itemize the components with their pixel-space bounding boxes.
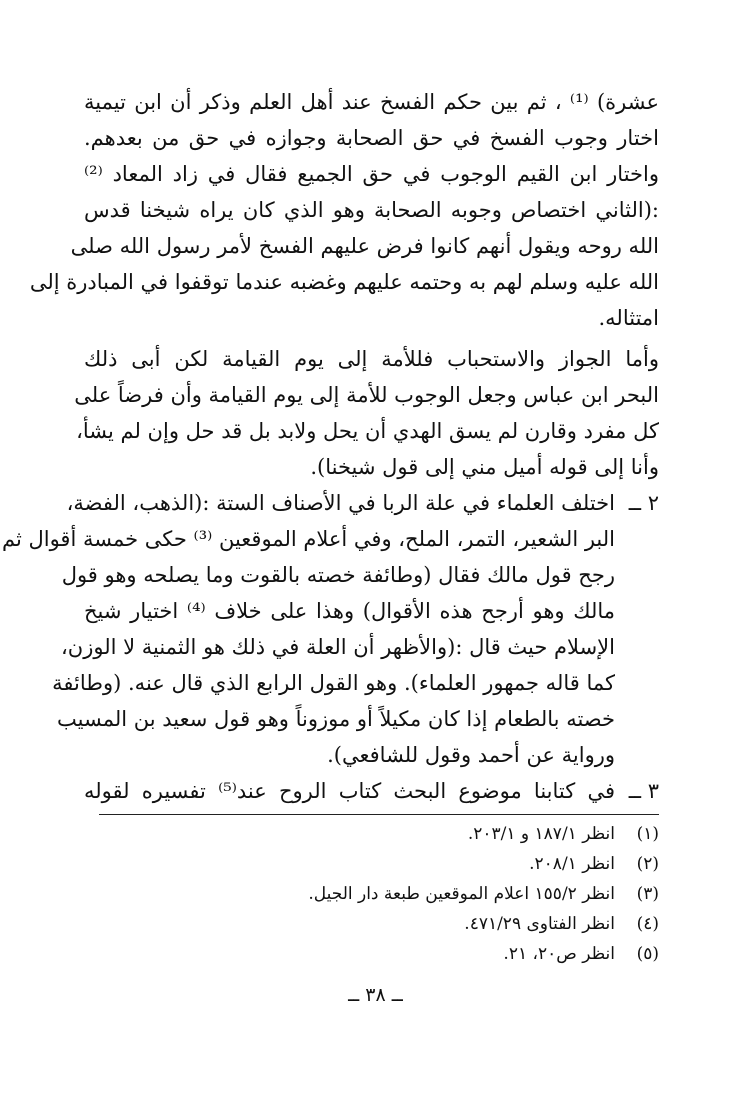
body-line: خصته بالطعام إذا كان مكيلاً أو موزوناً وهو قول سعيد بن المسيب [57,707,615,731]
body-line: وأنا إلى قوله أميل مني إلى قول شيخنا). [310,455,659,479]
body-line: وأما الجواز والاستحباب فللأمة إلى يوم القيامة لكن أبى ذلك [84,347,659,371]
footnote [503,940,659,968]
body-line: ورواية عن أحمد وقول للشافعي). [327,743,615,767]
body-line: رجح قول مالك فقال (وطائفة خصته بالقوت وما يصلحه وهو قول [61,563,615,587]
body-line: اختلف العلماء في علة الربا في الأصناف الستة :(الذهب، الفضة، [66,491,615,515]
footnote-number: (١) [636,824,659,844]
footnote-text: انظر الفتاوى ٤٧١/٢٩. [464,914,615,934]
footnote [529,850,659,878]
item-number: ٣ ــ [628,779,659,803]
footnote-text: انظر ص٢٠، ٢١. [503,944,615,964]
footnote-number: (٥) [636,944,659,964]
body-line: كما قاله جمهور العلماء). وهو القول الرابع الذي قال عنه. (وطائفة [52,671,615,695]
footnote [308,880,659,908]
body-line: الله عليه وسلم لهم به وحتمه عليهم وغضبه عندما توقفوا في المبادرة إلى [29,270,659,294]
item-number: ٢ ــ [628,491,659,515]
footnote-number: (٢) [636,854,659,874]
footnote-divider [99,814,659,815]
body-line: امتثاله. [598,306,659,330]
body-line: اختار وجوب الفسخ في حق الصحابة وجوازه في حق من بعدهم. [84,126,659,150]
footnote-text: انظر ١٨٧/١ و ٢٠٣/١. [467,824,615,844]
body-line: واختار ابن القيم الوجوب في حق الجميع فقال في زاد المعاد ⁽²⁾ [84,162,659,186]
body-line: عشرة) ⁽¹⁾ ، ثم بين حكم الفسخ عند أهل العلم وذكر أن ابن تيمية [84,90,659,114]
body-line: الإسلام حيث قال :(والأظهر أن العلة في ذلك هو الثمنية لا الوزن، [61,635,615,659]
body-line: كل مفرد وقارن لم يسق الهدي أن يحل ولابد بل قد حل وإن لم يشأ، [76,419,659,443]
body-line: مالك وهو أرجح هذه الأقوال) وهذا على خلاف ⁽⁴⁾ اختيار شيخ [84,599,615,623]
body-line: البر الشعير، التمر، الملح، وفي أعلام الموقعين ⁽³⁾ حكى خمسة أقوال ثم [2,527,615,551]
footnote [468,820,659,848]
body-line: الله روحه ويقول أنهم كانوا فرض عليهم الفسخ لأمر رسول الله صلى [70,234,659,258]
footnote-text: انظر ٢٠٨/١. [529,854,615,874]
body-line: البحر ابن عباس وجعل الوجوب للأمة إلى يوم القيامة وأن فرضاً على [74,383,659,407]
body-line: :(الثاني اختصاص وجوبه الصحابة وهو الذي كان يراه شيخنا قدس [84,198,659,222]
footnote-number: (٣) [636,884,659,904]
footnote [464,910,659,938]
body-line: في كتابنا موضوع البحث كتاب الروح عند⁽⁵⁾ تفسيره لقوله [84,779,615,803]
footnote-number: (٤) [636,914,659,934]
footnote-text: انظر ١٥٥/٢ اعلام الموقعين طبعة دار الجيل. [308,884,615,904]
page-number: ــ ٣٨ ــ [348,984,403,1006]
